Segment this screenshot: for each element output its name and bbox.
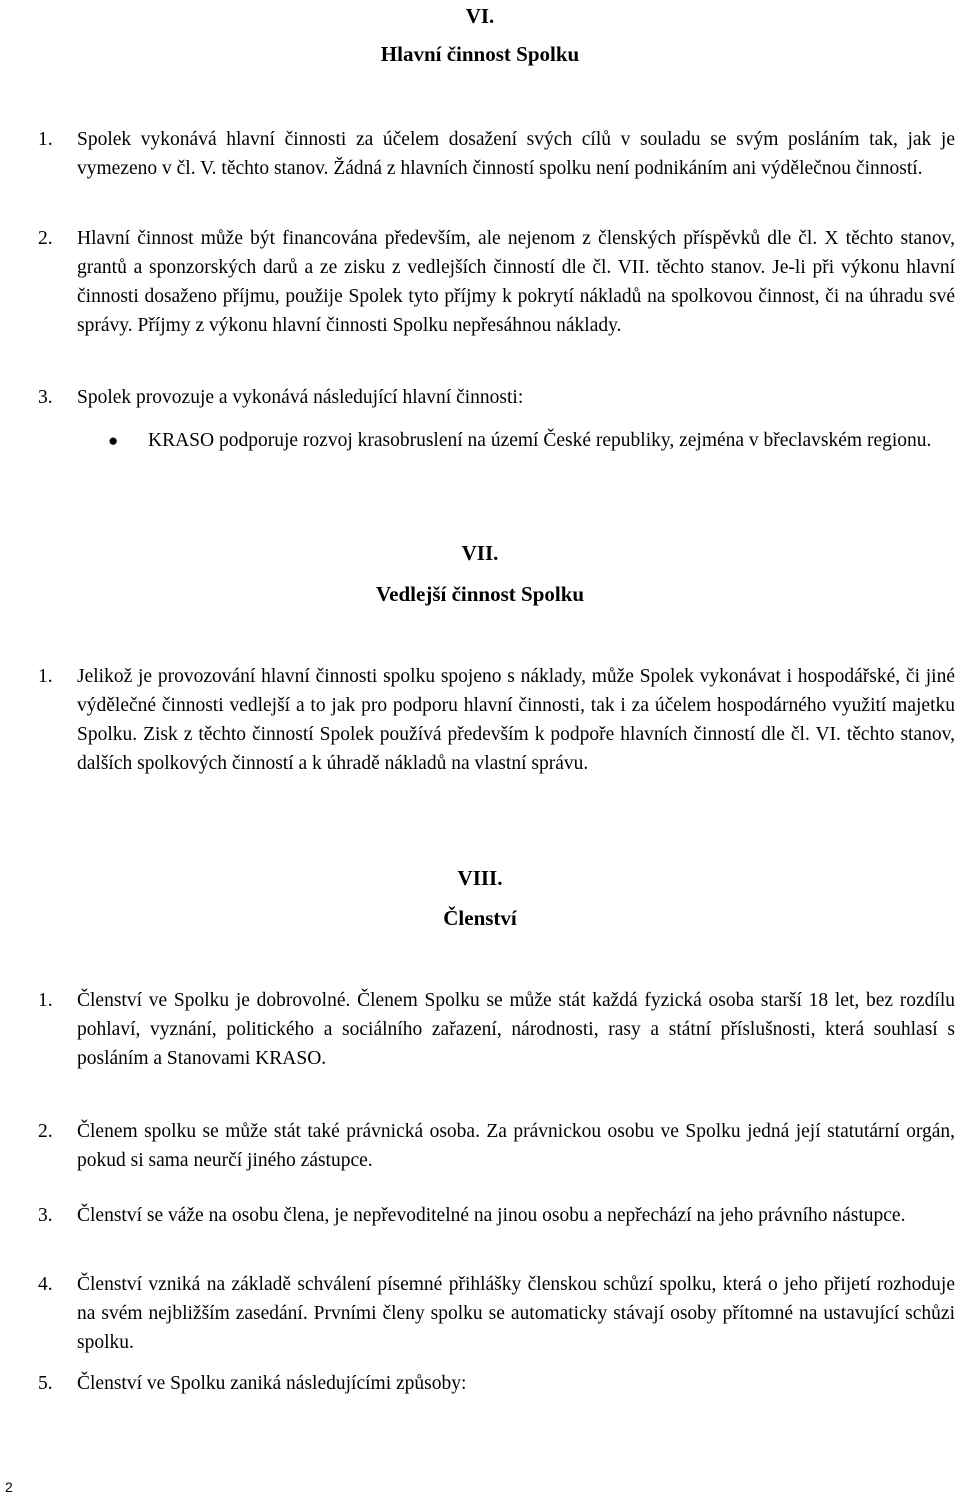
item-text: Členství se váže na osobu člena, je nepřevoditelné na jinou osobu a nepřechází na jeho právního nástupce. [77,1205,906,1226]
section-6-item-1 [38,125,955,183]
section-6-title: Hlavní činnost Spolku [380,42,580,66]
bullet-text: KRASO podporuje rozvoj krasobruslení na území České republiky, zejména v břeclavském regionu. [148,430,932,451]
item-text: Členství vzniká na základě schválení písemné přihlášky členskou schůzí spolku, která o jeho přijetí rozhoduje na svém nejbližším zasedání. Prvními členy spolku se automaticky stávají osoby přítomné na ustavující schůzi spolku. [77,1274,955,1353]
item-number: 3. [38,1205,53,1226]
section-7-number: VII. [461,541,499,565]
item-number: 2. [38,1121,53,1142]
item-text: Členství ve Spolku je dobrovolné. Členem Spolku se může stát každá fyzická osoba starší 18 let, bez rozdílu pohlaví, vyznání, politického a sociálního zařazení, národnosti, rasy a státní příslušnosti, která souhlasí s posláním a Stanovami KRASO. [77,990,955,1069]
page-number: 2 [5,1479,13,1495]
item-text: Členem spolku se může stát také právnická osoba. Za právnickou osobu ve Spolku jedná její statutární orgán, pokud si sama neurčí jiného zástupce. [77,1121,955,1171]
section-8-number: VIII. [457,866,503,890]
section-7-item-1 [38,662,955,778]
section-8-item-5 [38,1369,955,1398]
section-8-item-1 [38,986,955,1073]
item-number: 1. [38,666,53,687]
section-6-item-2 [38,224,955,340]
section-6-number: VI. [465,4,495,28]
section-6-bullet-1 [108,426,955,455]
section-8-item-2 [38,1117,955,1175]
section-8-item-4 [38,1270,955,1357]
item-number: 3. [38,387,53,408]
section-8-title: Členství [443,906,517,930]
section-6-item-3 [38,383,955,412]
item-text: Jelikož je provozování hlavní činnosti spolku spojeno s náklady, může Spolek vykonávat i hospodářské, či jiné výdělečné činnosti vedlejší a to jak pro podporu hlavní činnosti, tak i za účelem hospodárného využití majetku Spolku. Zisk z těchto činností Spolek používá především k podpoře hlavních činností dle čl. VI. těchto stanov, dalších spolkových činností a k úhradě nákladů na vlastní správu. [77,666,955,774]
section-7-title: Vedlejší činnost Spolku [375,582,585,606]
item-number: 1. [38,990,53,1011]
item-number: 1. [38,129,53,150]
item-number: 4. [38,1274,53,1295]
bullet-icon: ● [108,431,119,450]
item-text: Členství ve Spolku zaniká následujícími způsoby: [77,1373,467,1394]
item-text: Spolek vykonává hlavní činnosti za účelem dosažení svých cílů v souladu se svým posláním tak, jak je vymezeno v čl. V. těchto stanov. Žádná z hlavních činností spolku není podnikáním ani výdělečnou činností. [77,129,955,179]
item-text: Hlavní činnost může být financována především, ale nejenom z členských příspěvků dle čl. X těchto stanov, grantů a sponzorských darů a ze zisku z vedlejších činností dle čl. VII. těchto stanov. Je-li při výkonu hlavní činnosti dosaženo příjmu, použije Spolek tyto příjmy k pokrytí nákladů na spolkovou činnost, či na úhradu své správy. Příjmy z výkonu hlavní činnosti Spolku nepřesáhnou náklady. [77,228,955,336]
item-number: 5. [38,1373,53,1394]
item-number: 2. [38,228,53,249]
item-text: Spolek provozuje a vykonává následující hlavní činnosti: [77,387,524,408]
section-8-item-3 [38,1201,955,1230]
